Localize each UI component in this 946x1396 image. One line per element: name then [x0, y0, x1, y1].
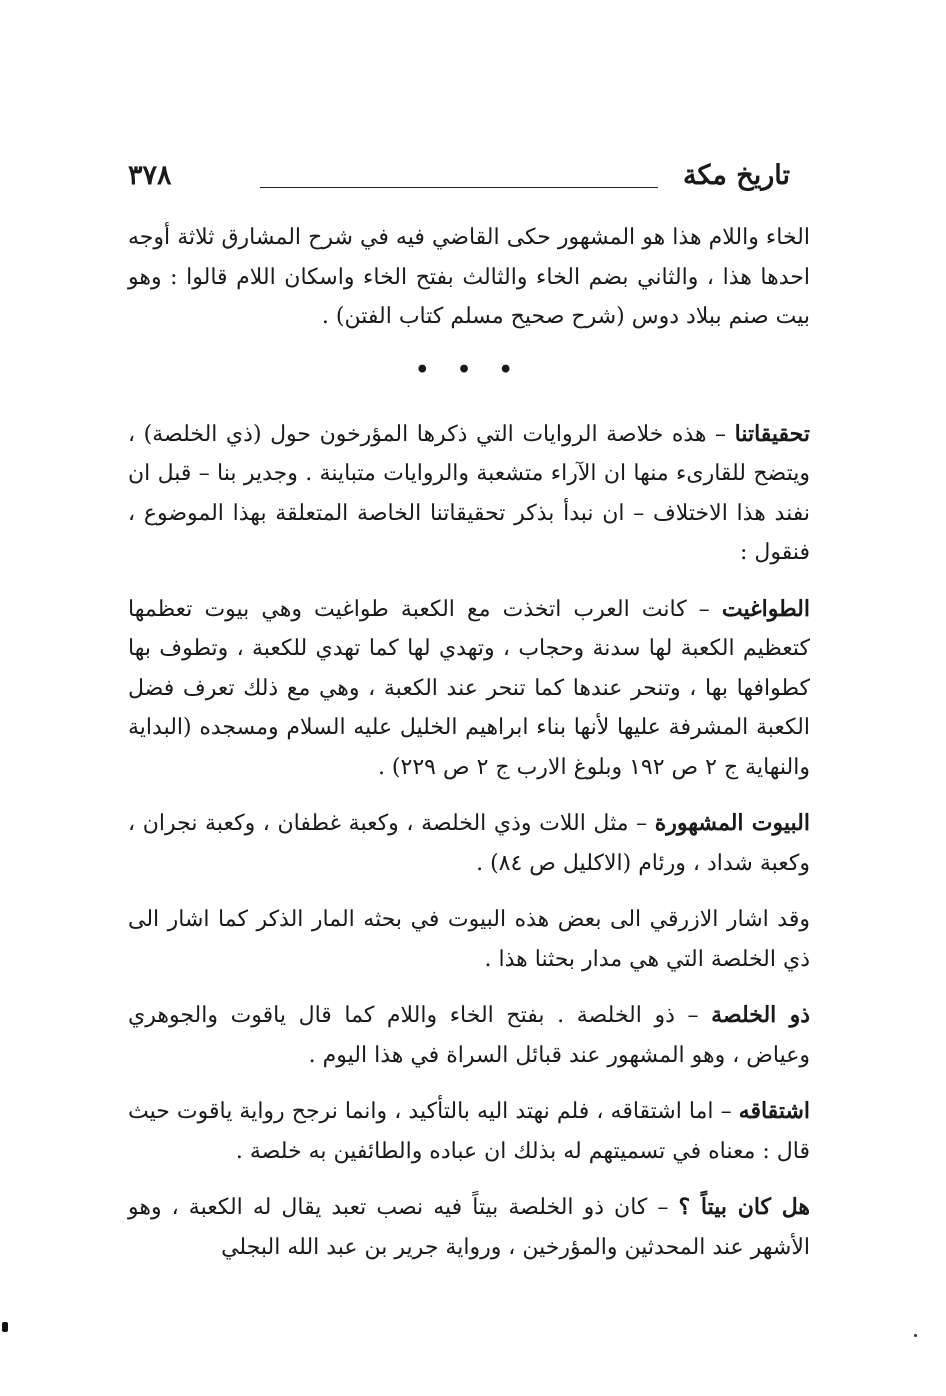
paragraph-ishtiqaq — [128, 1092, 810, 1171]
paragraph-text: وقد اشار الازرقي الى بعض هذه البيوت في بحثه المار الذكر كما اشار الى ذي الخلصة التي هي مدار بحثنا هذا . — [128, 907, 810, 972]
paragraph-lead: البيوت المشهورة — [654, 810, 810, 836]
paragraph-lead: اشتقاقه — [738, 1098, 810, 1124]
separator-text: • • • — [415, 356, 523, 383]
paragraph-lead: هل كان بيتاً ؟ — [678, 1194, 811, 1220]
page-number: ٣٧٨ — [128, 160, 172, 191]
paragraph-lead: ذو الخلصة — [711, 1002, 810, 1028]
page-body — [128, 218, 810, 1284]
paragraph-lead: الطواغيت — [721, 595, 810, 622]
paragraph-tahqiqatuna — [128, 415, 810, 573]
paragraph-hal-kana — [128, 1188, 810, 1267]
paragraph-text: – كان ذو الخلصة بيتاً فيه نصب تعبد يقال له الكعبة ، وهو الأشهر عند المحدثين والمؤرخين ، ورواية جرير بن عبد الله البجلي — [128, 1195, 810, 1260]
paragraph-text: الخاء واللام هذا هو المشهور حكى القاضي فيه في شرح المشارق ثلاثة أوجه احدها هذا ، والثاني بضم الخاء والثالث بفتح الخاء واسكان اللام قالوا : وهو بيت صنم ببلاد دوس (شرح صحيح مسلم كتاب الفتن) . — [128, 225, 811, 329]
paragraph-text: – ذو الخلصة . بفتح الخاء واللام كما قال ياقوت والجوهري وعياض ، وهو المشهور عند قبائل السراة في هذا اليوم . — [128, 1003, 810, 1068]
scan-speck — [914, 1334, 917, 1337]
paragraph-buyut — [128, 804, 810, 883]
running-title: تاريخ مكة — [683, 160, 790, 191]
paragraph-text: – مثل اللات وذي الخلصة ، وكعبة غطفان ، وكعبة نجران ، وكعبة شداد ، ورئام (الاكليل ص ٨٤) . — [128, 811, 810, 876]
paragraph-text: – هذه خلاصة الروايات التي ذكرها المؤرخون حول (ذي الخلصة) ، ويتضح للقارىء منها ان الآراء متشعبة والروايات متباينة . وجدير بنا – قبل ان نفند هذا الاختلاف – ان نبدأ بذكر تحقيقاتنا الخاصة المتعلقة بهذا الموضوع ، فنقول : — [128, 421, 810, 565]
paragraph-azraqi — [128, 900, 810, 979]
header-rule — [260, 187, 658, 188]
paragraph-text: – اما اشتقاقه ، فلم نهتد اليه بالتأكيد ، وانما نرجح رواية ياقوت حيث قال : معناه في تسميتهم له بذلك ان عباده والطائفين به خلصة . — [128, 1099, 810, 1164]
section-separator — [128, 355, 810, 385]
scan-speck — [2, 1322, 8, 1332]
paragraph-dhul-khalasa — [128, 996, 810, 1075]
page-header — [128, 160, 790, 204]
paragraph-continuation — [128, 218, 810, 337]
paragraph-tawaghit — [128, 590, 810, 788]
paragraph-lead: تحقيقاتنا — [734, 420, 810, 447]
paragraph-text: – كانت العرب اتخذت مع الكعبة طواغيت وهي بيوت تعظمها كتعظيم الكعبة لها سدنة وحجاب ، وتهدي لها كما تهدي للكعبة ، وتطوف بها كطوافها بها ، وتنحر عندها كما تنحر عند الكعبة ، وهي مع ذلك تعرف فضل الكعبة المشرفة عليها لأنها بناء ابراهيم الخليل عليه السلام ومسجده (البداية والنهاية ج ٢ ص ١٩٢ وبلوغ الارب ج ٢ ص ٢٢٩) . — [128, 596, 810, 780]
